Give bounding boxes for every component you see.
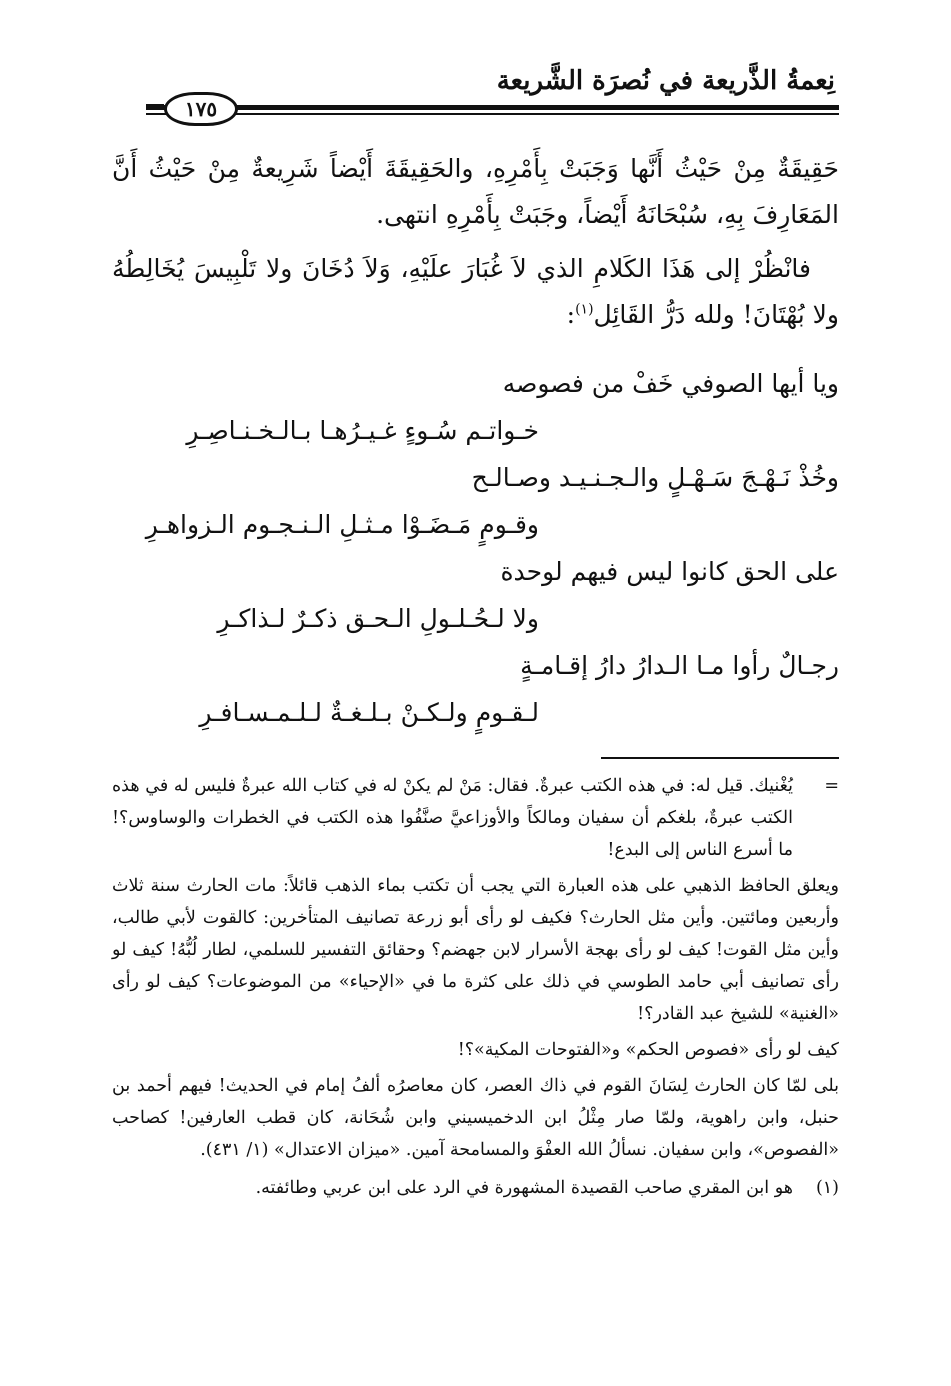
header-ornament-bars [146, 104, 164, 114]
running-header-title: نِعمةُ الذَّريعة في نُصرَة الشَّريعة [496, 66, 835, 96]
footnote-paragraph-3: كيف لو رأى «فصوص الحكم» و«الفتوحات المكية»؟! [457, 1040, 839, 1060]
poem-verse-4-second-hemistich: لـقـومٍ ولـكـنْ بـلـغـةٌ لـلـمـسـافـرِ [199, 698, 539, 727]
footnotes [112, 770, 839, 1208]
header-rule-thin [146, 113, 839, 115]
header-rule-thick [146, 105, 839, 110]
continuation-mark: = [824, 776, 839, 796]
poem-verse-4-first-hemistich: رجـالٌ رأوا مـا الـدارُ دارُ إقـامـةٍ [520, 651, 839, 680]
footnote-1-text: هو ابن المقري صاحب القصيدة المشهورة في الرد على ابن عربي وطائفته. [255, 1178, 793, 1198]
paragraph-2-end: : [566, 300, 576, 329]
page-number: ١٧٥ [164, 92, 238, 126]
main-text [112, 146, 839, 346]
poem-verse-2-second-hemistich: وقـومٍ مَـضَـوْا مـثـلِ الـنـجـوم الـزواهـرِ [145, 510, 539, 539]
paragraph-2-text: فانْظُرْ إلى هَذَا الكَلامِ الذي لاَ غُبَارَ علَيْهِ، وَلاَ دُخَانَ ولا تَلْبِيسَ يُخَالِطُهُ ولا بُهْتَانَ! ولله دَرُّ القَائِل [112, 254, 839, 329]
header-rule [146, 101, 839, 115]
footnote-separator [601, 757, 839, 759]
footnote-continuation [112, 770, 839, 866]
footnote-paragraph-2: ويعلق الحافظ الذهبي على هذه العبارة التي يجب أن تكتب بماء الذهب قائلاً: مات الحارث سنة ثلاث وأربعين ومائتين. وأين مثل الحارث؟ فكيف لو رأى أبو زرعة تصانيف المتأخرين: كالقوت لأبي طالب، وأين مثل القوت! كيف لو رأى بهجة الأسرار لابن جهضم؟ وحقائق التفسير للسلمي، لطار لُبُّهُ! كيف لو رأى تصانيف أبي حامد الطوسي في ذلك على كثرة ما في «الإحياء» من الموضوعات؟ كيف لو رأى «الغنية» للشيخ عبد القادر؟! [112, 876, 839, 1024]
paragraph-2 [112, 246, 839, 338]
footnote-1-number: (١) [815, 1178, 839, 1198]
footnote-ref-1: (١) [575, 301, 594, 318]
poem-verse-1-first-hemistich: ويا أيها الصوفي خَفْ من فصوصه [502, 369, 839, 398]
poem-verse-1-second-hemistich: خـواتـم سُـوءٍ غـيـرُهـا بـالـخـنـاصِـرِ [186, 416, 539, 445]
paragraph-1: حَقِيقَةٌ مِنْ حَيْثُ أَنَّها وَجَبَتْ بِأَمْرِهِ، والحَقِيقَةَ أَيْضاً شَرِيعةٌ مِنْ حَيْثُ أَنَّ المَعَارِفَ بِهِ، سُبْحَانَهُ أَيْضاً، وجَبَتْ بِأَمْرِهِ انتهى. [112, 154, 839, 229]
poem-verse-3-second-hemistich: ولا لـحُـلـولِ الـحـق ذكـرٌ لـذاكـرِ [217, 604, 539, 633]
poem-verse-3-first-hemistich: على الحق كانوا ليس فيهم لوحدة [500, 557, 839, 586]
footnote-1 [112, 1172, 839, 1204]
footnote-paragraph-1: يُغْنيك. قيل له: في هذه الكتب عبرةٌ. فقال: مَنْ لم يكنْ له في كتاب الله عبرةٌ فليس له في هذه الكتب عبرةٌ، بلغكم أن سفيان ومالكاً والأوزاعيَّ صنَّفُوا هذه الكتب في الخطرات والوساوس؟! ما أسرع الناس إلى البدع! [112, 776, 793, 860]
poem [112, 360, 839, 736]
poem-verse-2-first-hemistich: وخُذْ نَـهْـجَ سَـهْـلٍ والـجـنـيـد وصـالـح [471, 463, 839, 492]
footnote-paragraph-4: بلى لمّا كان الحارث لِسَانَ القوم في ذاك العصر، كان معاصرُه ألفُ إمام في الحديث! فيهم أحمد بن حنبل، وابن راهوية، ولمّا صار مِثْلُ ابن الدخميسيني وابن شُحَانة، كان قطب العارفين! كصاحب «الفصوص»، وابن سفيان. نسألُ الله العفْوَ والمسامحة آمين. «ميزان الاعتدال» (١/ ٤٣١). [112, 1076, 839, 1160]
